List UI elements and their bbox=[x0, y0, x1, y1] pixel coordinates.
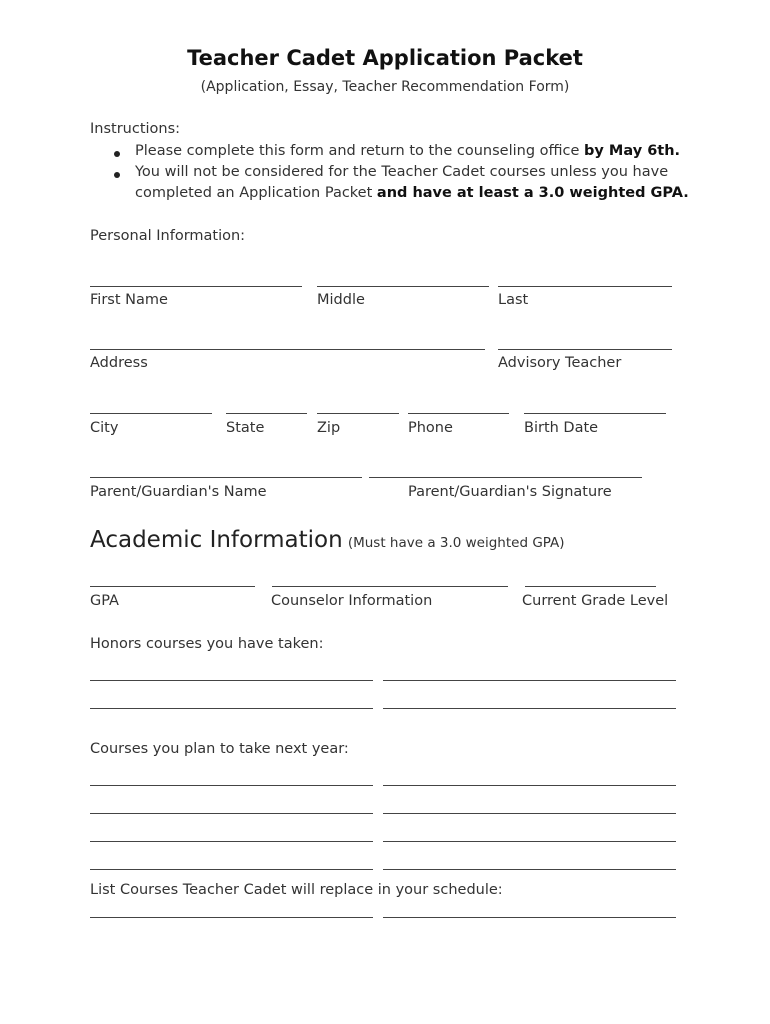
next-year-course-field[interactable] bbox=[90, 841, 373, 842]
phone-label: Phone bbox=[408, 420, 453, 436]
instructions-heading: Instructions: bbox=[90, 121, 181, 137]
replace-course-field[interactable] bbox=[383, 917, 676, 918]
next-year-course-field[interactable] bbox=[90, 869, 373, 870]
first-name-field[interactable] bbox=[90, 286, 302, 287]
phone-field[interactable] bbox=[408, 413, 509, 414]
birth-date-field[interactable] bbox=[524, 413, 666, 414]
address-field[interactable] bbox=[90, 349, 485, 350]
personal-info-heading: Personal Information: bbox=[90, 228, 246, 244]
middle-name-label: Middle bbox=[317, 292, 365, 308]
advisory-teacher-label: Advisory Teacher bbox=[498, 355, 622, 371]
gpa-label: GPA bbox=[90, 593, 119, 609]
instruction-item-2-line-1: You will not be considered for the Teacher Cadet courses unless you have bbox=[135, 164, 669, 180]
grade-level-field[interactable] bbox=[525, 586, 656, 587]
page-subtitle: (Application, Essay, Teacher Recommendation Form) bbox=[200, 79, 570, 95]
next-year-course-field[interactable] bbox=[90, 785, 373, 786]
guardian-name-field[interactable] bbox=[90, 477, 362, 478]
state-field[interactable] bbox=[226, 413, 307, 414]
middle-name-field[interactable] bbox=[317, 286, 489, 287]
page-title: Teacher Cadet Application Packet bbox=[187, 46, 583, 70]
instruction-1-text: Please complete this form and return to the counseling office bbox=[135, 143, 585, 159]
birth-date-label: Birth Date bbox=[524, 420, 599, 436]
academic-info-note: (Must have a 3.0 weighted GPA) bbox=[347, 535, 565, 551]
instruction-item-1 bbox=[135, 143, 680, 159]
counselor-field[interactable] bbox=[272, 586, 508, 587]
next-year-course-field[interactable] bbox=[383, 869, 676, 870]
advisory-teacher-field[interactable] bbox=[498, 349, 672, 350]
honors-course-field[interactable] bbox=[383, 680, 676, 681]
grade-level-label: Current Grade Level bbox=[522, 593, 669, 609]
state-label: State bbox=[226, 420, 265, 436]
next-year-course-field[interactable] bbox=[383, 785, 676, 786]
zip-label: Zip bbox=[317, 420, 341, 436]
last-name-field[interactable] bbox=[498, 286, 672, 287]
replace-courses-label: List Courses Teacher Cadet will replace in your schedule: bbox=[90, 882, 503, 898]
instruction-2-requirement: and have at least a 3.0 weighted GPA. bbox=[376, 185, 689, 201]
guardian-signature-field[interactable] bbox=[369, 477, 642, 478]
zip-field[interactable] bbox=[317, 413, 399, 414]
first-name-label: First Name bbox=[90, 292, 168, 308]
replace-course-field[interactable] bbox=[90, 917, 373, 918]
gpa-field[interactable] bbox=[90, 586, 255, 587]
next-year-courses-label: Courses you plan to take next year: bbox=[90, 741, 349, 757]
honors-course-field[interactable] bbox=[90, 708, 373, 709]
address-label: Address bbox=[90, 355, 148, 371]
honors-courses-label: Honors courses you have taken: bbox=[90, 636, 324, 652]
honors-course-field[interactable] bbox=[383, 708, 676, 709]
city-label: City bbox=[90, 420, 119, 436]
last-name-label: Last bbox=[498, 292, 529, 308]
city-field[interactable] bbox=[90, 413, 212, 414]
next-year-course-field[interactable] bbox=[383, 841, 676, 842]
academic-info-heading-row bbox=[90, 527, 565, 553]
academic-info-heading: Academic Information bbox=[90, 527, 343, 553]
counselor-label: Counselor Information bbox=[271, 593, 433, 609]
instruction-1-deadline: by May 6th. bbox=[584, 143, 681, 159]
next-year-course-field[interactable] bbox=[90, 813, 373, 814]
honors-course-field[interactable] bbox=[90, 680, 373, 681]
next-year-course-field[interactable] bbox=[383, 813, 676, 814]
guardian-signature-label: Parent/Guardian's Signature bbox=[408, 484, 612, 500]
bullet-icon bbox=[114, 172, 120, 178]
instruction-2-text: completed an Application Packet bbox=[135, 185, 377, 201]
bullet-icon bbox=[114, 151, 120, 157]
instruction-item-2-line-2 bbox=[135, 185, 689, 201]
guardian-name-label: Parent/Guardian's Name bbox=[90, 484, 267, 500]
